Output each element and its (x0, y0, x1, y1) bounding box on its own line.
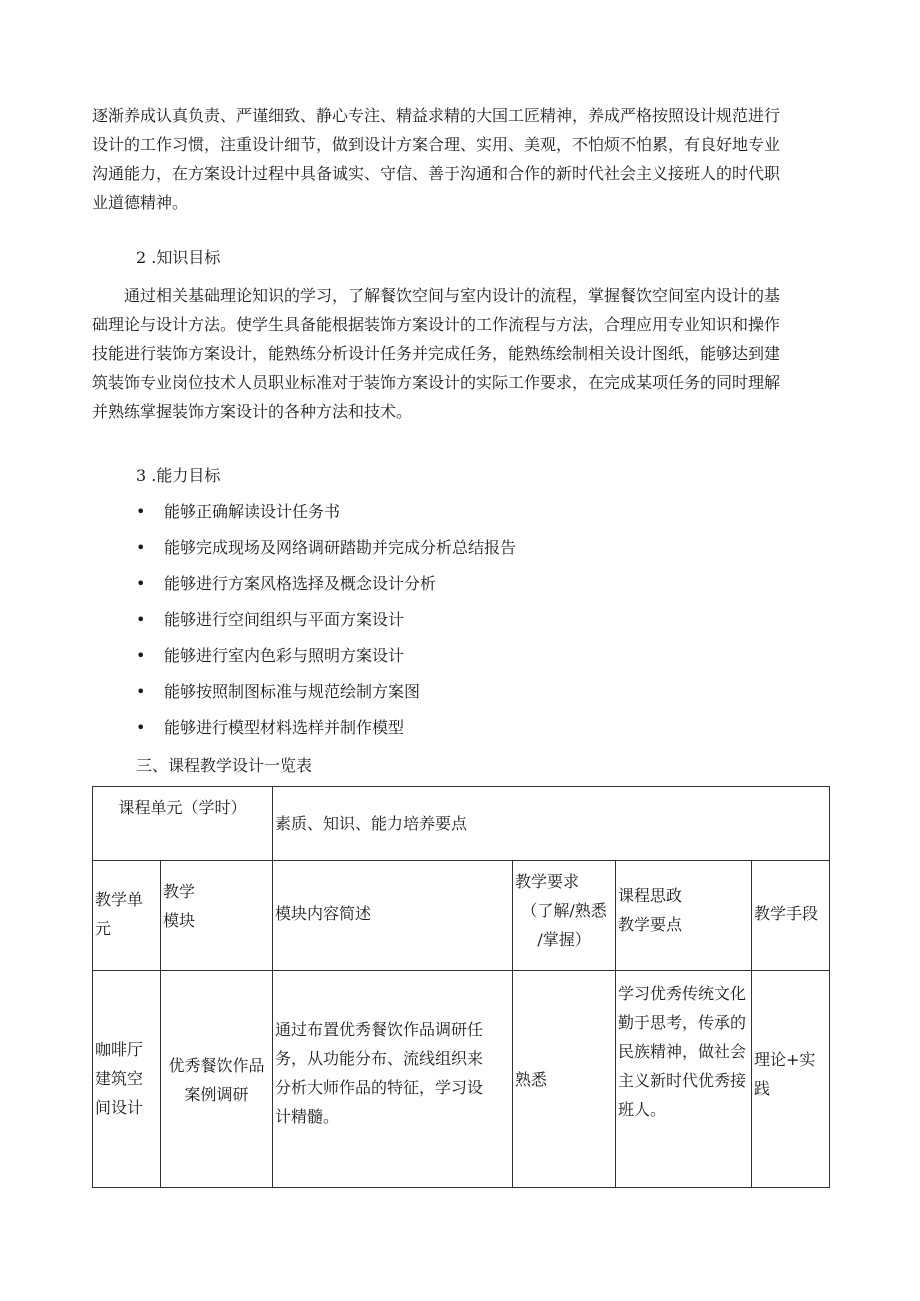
cell-unit (93, 971, 161, 1188)
header-cell-unit (93, 861, 161, 971)
knowledge-line: 础理论与设计方法。使学生具备能根据装饰方案设计的工作流程与方法，合理应用专业知识和操作 (92, 315, 781, 334)
header-req-line: （了解/熟悉 (521, 901, 607, 920)
cell-ideology (616, 971, 752, 1188)
header-cell-content (273, 861, 513, 971)
points-header-cell (273, 787, 830, 861)
module-line: 优秀餐饮作品 (168, 1056, 265, 1075)
list-item (136, 682, 516, 718)
knowledge-line: 并熟练掌握装饰方案设计的各种方法和技术。 (92, 402, 413, 421)
header-method: 教学手段 (754, 904, 819, 923)
intro-line: 业道德精神。 (92, 193, 189, 212)
cell-module (161, 971, 273, 1188)
header-unit-line: 教学单 (95, 890, 144, 909)
ability-heading: 3 .能力目标 (136, 466, 221, 485)
requirement-value: 熟悉 (515, 1070, 548, 1089)
unit-line: 咖啡厅 (95, 1040, 144, 1059)
list-item-text: 能够进行空间组织与平面方案设计 (164, 610, 405, 629)
method-line: 理论+实 (754, 1050, 816, 1069)
bullet-icon: • (136, 574, 146, 593)
header-ideo-line: 课程思政 (618, 886, 683, 905)
list-item-text: 能够正确解读设计任务书 (164, 502, 341, 521)
list-item (136, 574, 516, 610)
bullet-icon: • (136, 682, 146, 701)
table-row (93, 787, 830, 861)
knowledge-line: 通过相关基础理论知识的学习，了解餐饮空间与室内设计的流程，掌握餐饮空间室内设计的基 (124, 286, 781, 305)
ability-list (136, 502, 516, 754)
cell-method (752, 971, 830, 1188)
intro-paragraph (92, 101, 830, 217)
unit-header-cell (93, 787, 273, 861)
cell-requirement (513, 971, 616, 1188)
bullet-icon: • (136, 538, 146, 557)
bullet-icon: • (136, 646, 146, 665)
table-row (93, 971, 830, 1188)
header-unit-line: 元 (95, 919, 112, 938)
bullet-icon: • (136, 610, 146, 629)
header-cell-method (752, 861, 830, 971)
list-item-text: 能够完成现场及网络调研踏勘并完成分析总结报告 (164, 538, 517, 557)
header-content: 模块内容简述 (275, 904, 372, 923)
section-title: 三、课程教学设计一览表 (136, 756, 313, 775)
content-line: 通过布置优秀餐饮作品调研任 (275, 1020, 484, 1039)
list-item (136, 718, 516, 754)
header-module-line: 教学 (163, 882, 196, 901)
content-line: 计精髓。 (275, 1107, 340, 1126)
header-module-line: 模块 (163, 911, 196, 930)
intro-line: 设计的工作习惯，注重设计细节，做到设计方案合理、实用、美观，不怕烦不怕累，有良好地专业 (92, 135, 781, 154)
module-line: 案例调研 (184, 1085, 249, 1104)
course-design-table (92, 786, 830, 1188)
ideo-line: 学习优秀传统文化 (618, 984, 747, 1003)
knowledge-paragraph (92, 281, 830, 426)
ideo-line: 主义新时代优秀接 (618, 1071, 747, 1090)
knowledge-line: 筑装饰专业岗位技术人员职业标准对于装饰方案设计的实际工作要求，在完成某项任务的同时理解 (92, 373, 781, 392)
content-line: 务，从功能分布、流线组织来 (275, 1049, 484, 1068)
knowledge-heading: 2 .知识目标 (136, 248, 221, 267)
table-row (93, 861, 830, 971)
ideo-line: 班人。 (618, 1100, 667, 1119)
unit-header: 课程单元（学时） (118, 798, 247, 817)
list-item (136, 610, 516, 646)
bullet-icon: • (136, 718, 146, 737)
bullet-icon: • (136, 502, 146, 521)
ideo-line: 勤于思考，传承的 (618, 1013, 747, 1032)
content-line: 分析大师作品的特征，学习设 (275, 1078, 484, 1097)
list-item (136, 538, 516, 574)
list-item-text: 能够进行模型材料选样并制作模型 (164, 718, 405, 737)
knowledge-line: 技能进行装饰方案设计，能熟练分析设计任务并完成任务，能熟练绘制相关设计图纸，能够达到建 (92, 344, 781, 363)
list-item-text: 能够进行室内色彩与照明方案设计 (164, 646, 405, 665)
header-req-line: 教学要求 (515, 872, 580, 891)
points-header: 素质、知识、能力培养要点 (275, 814, 468, 833)
unit-line: 建筑空 (95, 1069, 144, 1088)
list-item (136, 646, 516, 682)
cell-content (273, 971, 513, 1188)
header-cell-requirement (513, 861, 616, 971)
list-item-text: 能够按照制图标准与规范绘制方案图 (164, 682, 421, 701)
header-req-line: /掌握） (537, 930, 591, 949)
unit-line: 间设计 (95, 1098, 144, 1117)
list-item (136, 502, 516, 538)
header-cell-module (161, 861, 273, 971)
method-line: 践 (754, 1079, 771, 1098)
intro-line: 逐渐养成认真负责、严谨细致、静心专注、精益求精的大国工匠精神，养成严格按照设计规范进行 (92, 106, 781, 125)
intro-line: 沟通能力，在方案设计过程中具备诚实、守信、善于沟通和合作的新时代社会主义接班人的时代职 (92, 164, 781, 183)
list-item-text: 能够进行方案风格选择及概念设计分析 (164, 574, 437, 593)
ideo-line: 民族精神，做社会 (618, 1042, 747, 1061)
header-cell-ideology (616, 861, 752, 971)
header-ideo-line: 教学要点 (618, 915, 683, 934)
